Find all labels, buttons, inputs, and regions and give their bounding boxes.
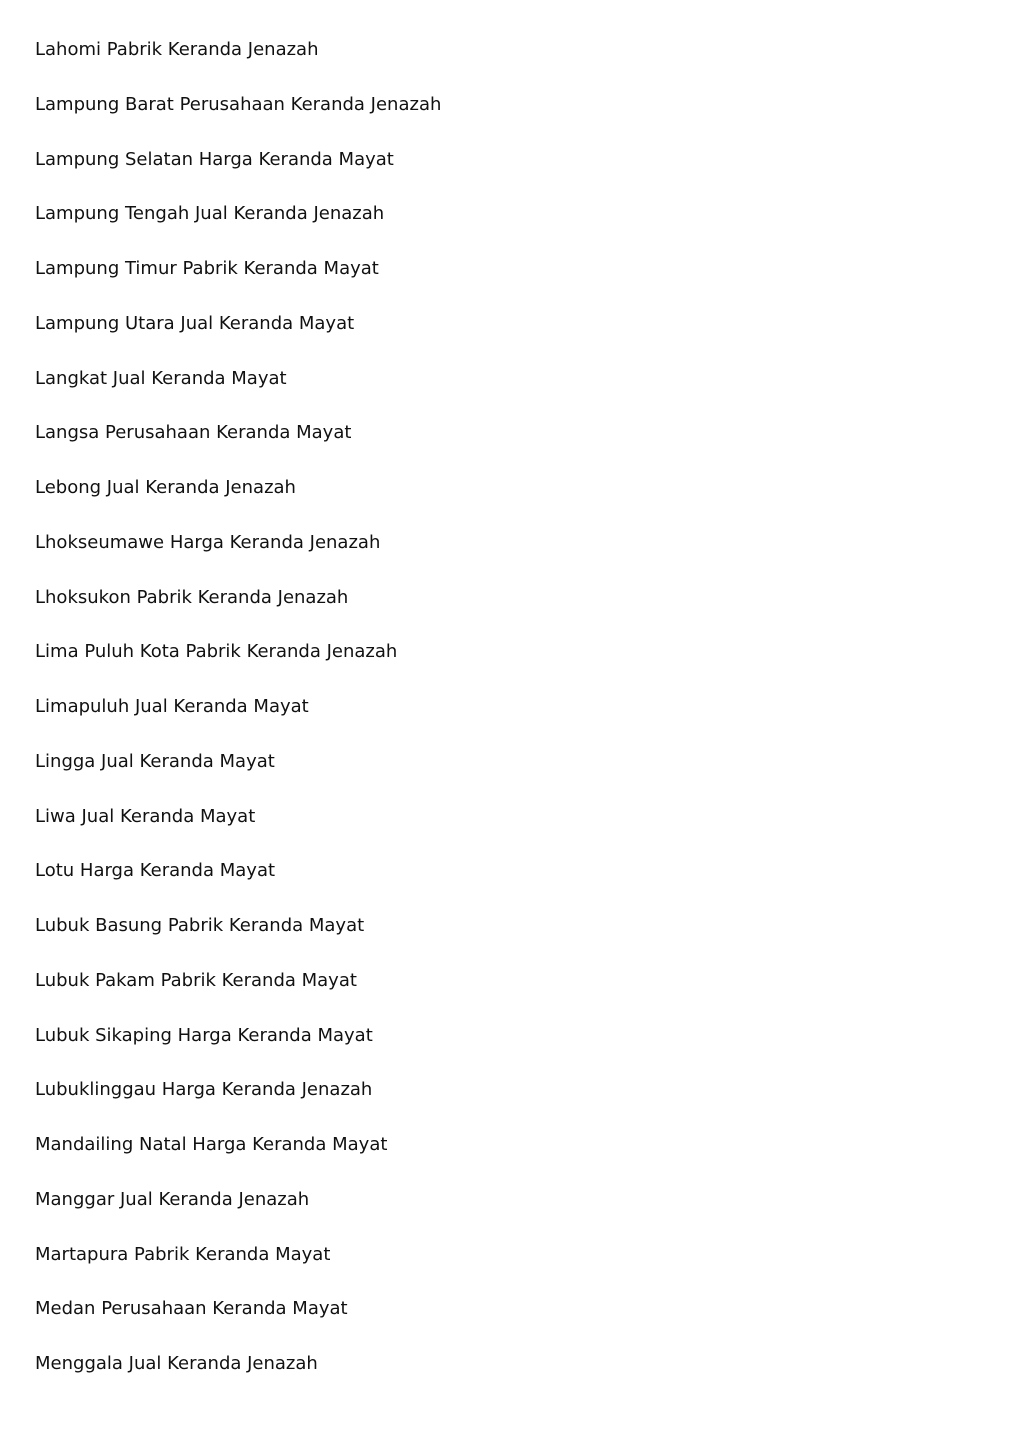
text-line-list — [35, 36, 441, 1405]
text-line: Lubuk Basung Pabrik Keranda Mayat — [35, 915, 365, 936]
text-line: Menggala Jual Keranda Jenazah — [35, 1353, 318, 1374]
text-line: Lhoksukon Pabrik Keranda Jenazah — [35, 586, 349, 608]
text-line: Lahomi Pabrik Keranda Jenazah — [35, 39, 319, 60]
text-line: Manggar Jual Keranda Jenazah — [35, 1188, 310, 1210]
text-line: Martapura Pabrik Keranda Mayat — [35, 1243, 331, 1265]
text-line: Lhokseumawe Harga Keranda Jenazah — [35, 531, 381, 553]
text-line: Lubuk Pakam Pabrik Keranda Mayat — [35, 969, 357, 991]
text-line: Lotu Harga Keranda Mayat — [35, 860, 276, 882]
text-line: Lingga Jual Keranda Mayat — [35, 750, 275, 772]
text-line: Langkat Jual Keranda Mayat — [35, 367, 287, 389]
text-line: Mandailing Natal Harga Keranda Mayat — [35, 1134, 388, 1155]
text-line: Lampung Selatan Harga Keranda Mayat — [35, 148, 394, 170]
text-line: Lampung Tengah Jual Keranda Jenazah — [35, 203, 385, 225]
text-line: Lampung Timur Pabrik Keranda Mayat — [35, 258, 379, 279]
text-line: Limapuluh Jual Keranda Mayat — [35, 696, 309, 717]
text-line: Lima Puluh Kota Pabrik Keranda Jenazah — [35, 641, 398, 663]
text-line: Lebong Jual Keranda Jenazah — [35, 477, 296, 498]
text-line: Lampung Utara Jual Keranda Mayat — [35, 312, 355, 334]
text-line: Langsa Perusahaan Keranda Mayat — [35, 422, 352, 444]
text-line: Lubuk Sikaping Harga Keranda Mayat — [35, 1024, 373, 1046]
text-line: Medan Perusahaan Keranda Mayat — [35, 1298, 348, 1320]
text-line: Lampung Barat Perusahaan Keranda Jenazah — [35, 93, 442, 115]
text-line: Lubuklinggau Harga Keranda Jenazah — [35, 1079, 373, 1101]
text-line: Liwa Jual Keranda Mayat — [35, 805, 256, 827]
